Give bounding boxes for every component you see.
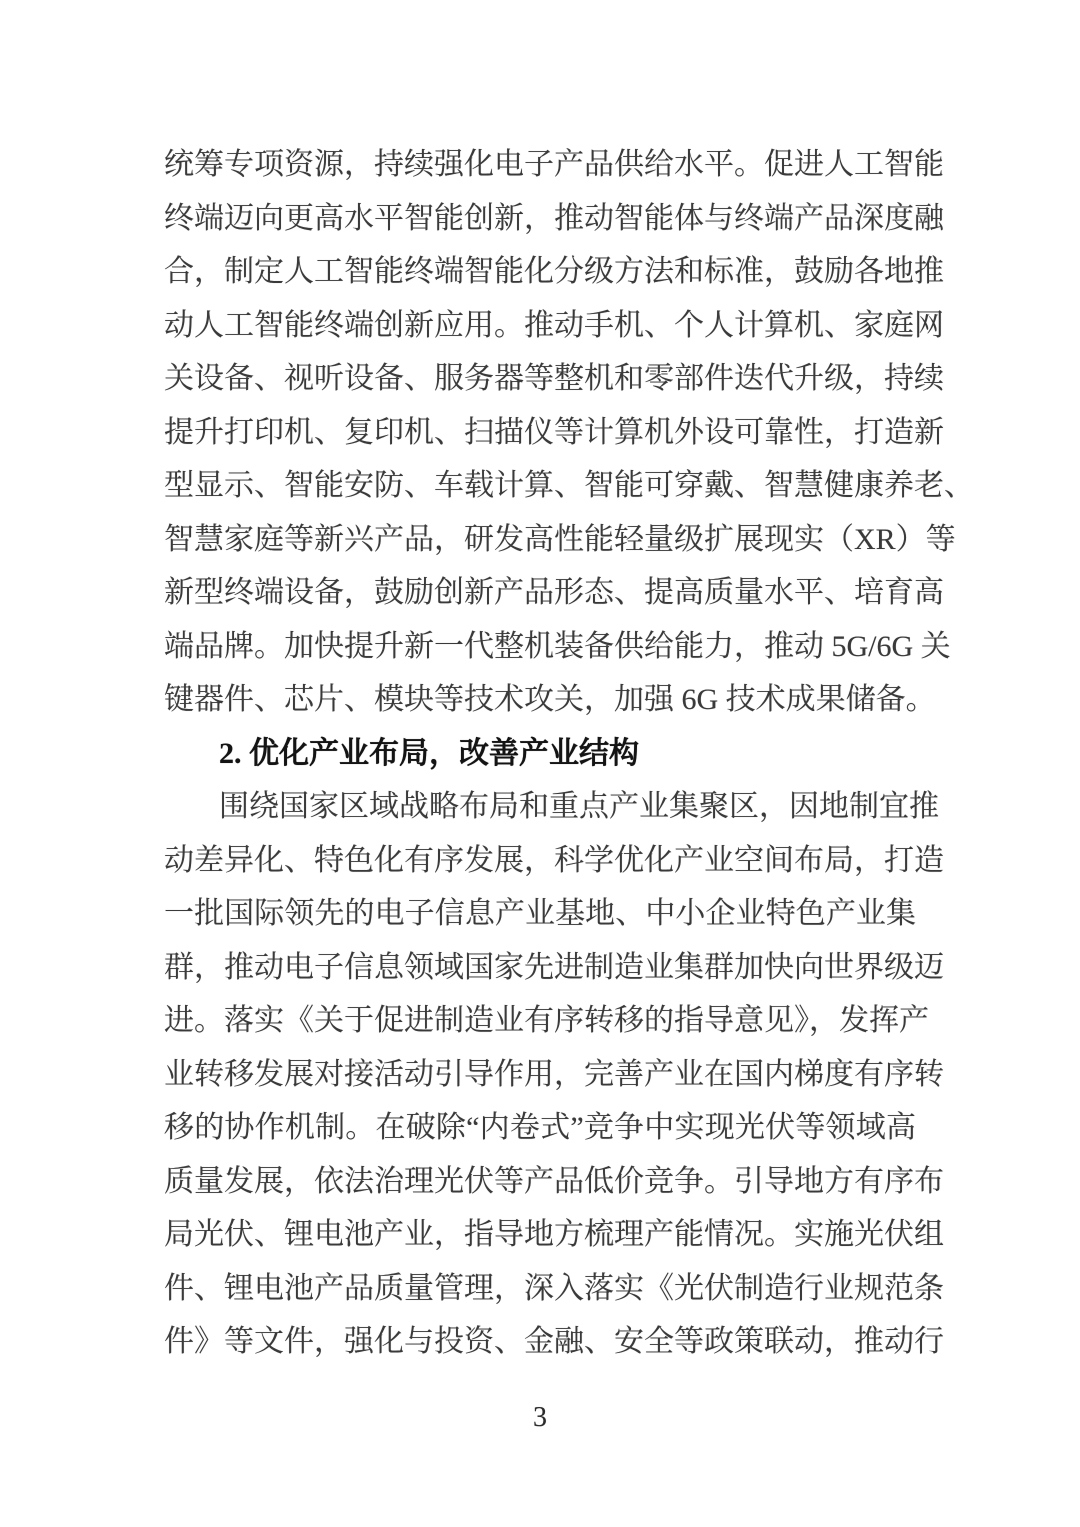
- text-line: 2. 优化产业布局，改善产业结构: [219, 736, 639, 770]
- text-line: 进。落实《关于促进制造业有序转移的指导意见》，发挥产: [164, 1004, 929, 1037]
- text-line: 关设备、视听设备、服务器等整机和零部件迭代升级，持续: [164, 362, 944, 395]
- text-line: 终端迈向更高水平智能创新，推动智能体与终端产品深度融: [164, 201, 944, 235]
- text-line: 移的协作机制。在破除“内卷式”竞争中实现光伏等领域高: [164, 1111, 916, 1144]
- text-line: 件》等文件，强化与投资、金融、安全等政策联动，推动行: [164, 1325, 944, 1358]
- document-body: [164, 138, 974, 1369]
- text-line: 端品牌。加快提升新一代整机装备供给能力，推动 5G/6G 关: [164, 629, 951, 663]
- text-line: 智慧家庭等新兴产品，研发高性能轻量级扩展现实（XR）等: [164, 522, 956, 556]
- text-line: 动差异化、特色化有序发展，科学优化产业空间布局，打造: [164, 843, 944, 877]
- text-line: 新型终端设备，鼓励创新产品形态、提高质量水平、培育高: [164, 576, 944, 609]
- text-line: 型显示、智能安防、车载计算、智能可穿戴、智慧健康养老、: [164, 469, 974, 502]
- text-line: 合，制定人工智能终端智能化分级方法和标准，鼓励各地推: [164, 255, 944, 288]
- text-line: 件、锂电池产品质量管理，深入落实《光伏制造行业规范条: [164, 1271, 944, 1305]
- text-line: 围绕国家区域战略布局和重点产业集聚区，因地制宜推: [219, 790, 939, 823]
- text-line: 键器件、芯片、模块等技术攻关，加强 6G 技术成果储备。: [164, 683, 936, 716]
- text-line: 统筹专项资源，持续强化电子产品供给水平。促进人工智能: [164, 148, 944, 181]
- page-number: 3: [533, 1402, 547, 1433]
- text-line: 质量发展，依法治理光伏等产品低价竞争。引导地方有序布: [164, 1164, 944, 1198]
- text-line: 业转移发展对接活动引导作用，完善产业在国内梯度有序转: [164, 1057, 944, 1091]
- text-line: 动人工智能终端创新应用。推动手机、个人计算机、家庭网: [164, 308, 944, 342]
- text-line: 提升打印机、复印机、扫描仪等计算机外设可靠性，打造新: [164, 415, 944, 449]
- text-line: 一批国际领先的电子信息产业基地、中小企业特色产业集: [164, 897, 916, 930]
- text-line: 局光伏、锂电池产业，指导地方梳理产能情况。实施光伏组: [164, 1218, 944, 1251]
- text-line: 群，推动电子信息领域国家先进制造业集群加快向世界级迈: [164, 950, 944, 984]
